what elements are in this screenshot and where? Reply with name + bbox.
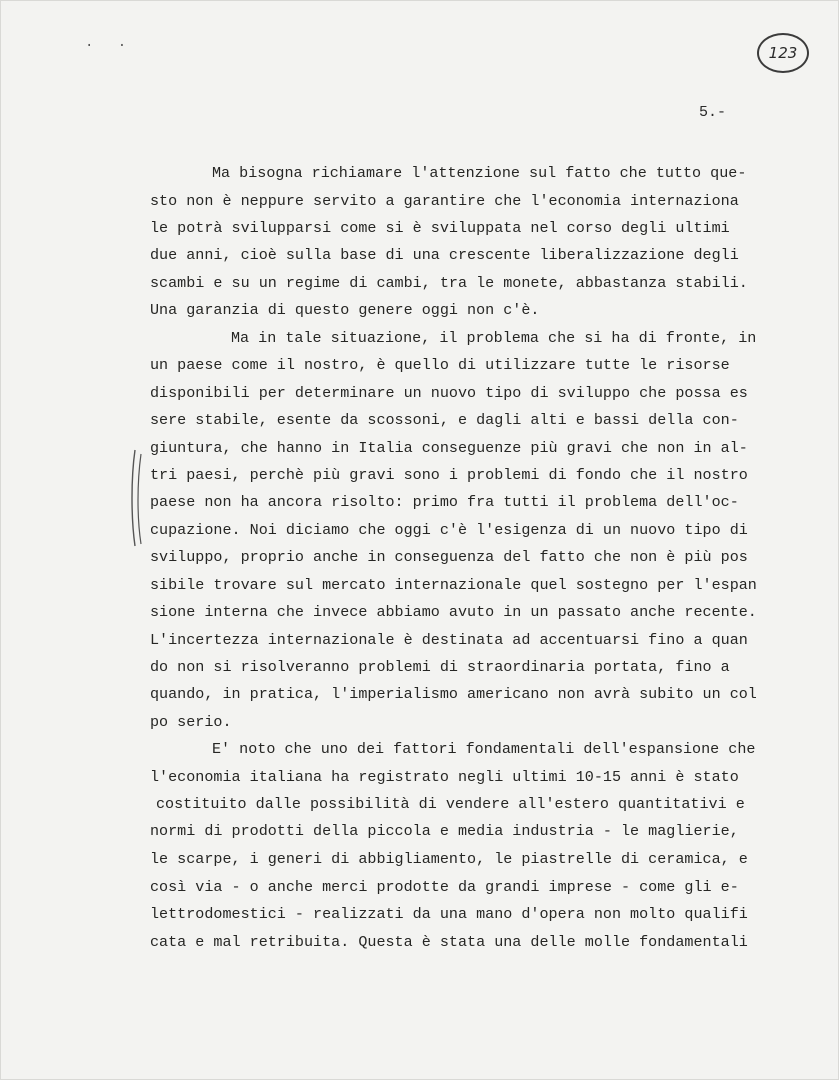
archive-number: 123 — [768, 44, 798, 62]
text-line: costituito dalle possibilità di vendere all'estero quantitativi e — [156, 795, 745, 813]
text-line: E' noto che uno dei fattori fondamentali dell'espansione che — [212, 740, 756, 758]
text-line: sibile trovare sul mercato internazionale quel sostegno per l'espan — [150, 576, 757, 594]
text-line: sione interna che invece abbiamo avuto in un passato anche recente. — [150, 603, 757, 621]
text-line: le scarpe, i generi di abbigliamento, le piastrelle di ceramica, e — [150, 850, 748, 868]
text-line: sto non è neppure servito a garantire che l'economia internaziona — [150, 192, 739, 210]
page-number: 5.- — [699, 104, 727, 121]
text-line: giuntura, che hanno in Italia conseguenze più gravi che non in al- — [150, 439, 748, 457]
text-line: le potrà svilupparsi come si è sviluppata nel corso degli ultimi — [150, 219, 730, 237]
text-line: quando, in pratica, l'imperialismo americano non avrà subito un col — [150, 685, 757, 703]
text-line: tri paesi, perchè più gravi sono i problemi di fondo che il nostro — [150, 466, 748, 484]
text-line: Una garanzia di questo genere oggi non c'è. — [150, 301, 540, 319]
text-line: cata e mal retribuita. Questa è stata una delle molle fondamentali — [150, 933, 748, 951]
text-line: scambi e su un regime di cambi, tra le monete, abbastanza stabili. — [150, 274, 748, 292]
text-line: paese non ha ancora risolto: primo fra tutti il problema dell'oc- — [150, 493, 739, 511]
text-line: un paese come il nostro, è quello di utilizzare tutte le risorse — [150, 356, 730, 374]
text-line: cupazione. Noi diciamo che oggi c'è l'esigenza di un nuovo tipo di — [150, 521, 748, 539]
archive-number-stamp — [757, 33, 809, 73]
text-line: Ma bisogna richiamare l'attenzione sul fatto che tutto que- — [212, 164, 747, 182]
text-line: lettrodomestici - realizzati da una mano d'opera non molto qualifi — [150, 905, 748, 923]
text-line: l'economia italiana ha registrato negli ultimi 10-15 anni è stato — [150, 768, 739, 786]
text-line: Ma in tale situazione, il problema che si ha di fronte, in — [231, 329, 757, 347]
top-left-marks: . . — [85, 35, 135, 51]
text-line: normi di prodotti della piccola e media industria - le maglierie, — [150, 822, 739, 840]
text-line: do non si risolveranno problemi di straordinaria portata, fino a — [150, 658, 730, 676]
text-line: sviluppo, proprio anche in conseguenza del fatto che non è più pos — [150, 548, 748, 566]
text-line: disponibili per determinare un nuovo tipo di sviluppo che possa es — [150, 384, 748, 402]
text-line: così via - o anche merci prodotte da grandi imprese - come gli e- — [150, 878, 739, 896]
text-line: L'incertezza internazionale è destinata ad accentuarsi fino a quan — [150, 631, 748, 649]
text-line: due anni, cioè sulla base di una crescente liberalizzazione degli — [150, 246, 739, 264]
margin-annotation-marks — [127, 448, 151, 548]
text-line: po serio. — [150, 713, 232, 731]
text-line: sere stabile, esente da scossoni, e dagli alti e bassi della con- — [150, 411, 739, 429]
